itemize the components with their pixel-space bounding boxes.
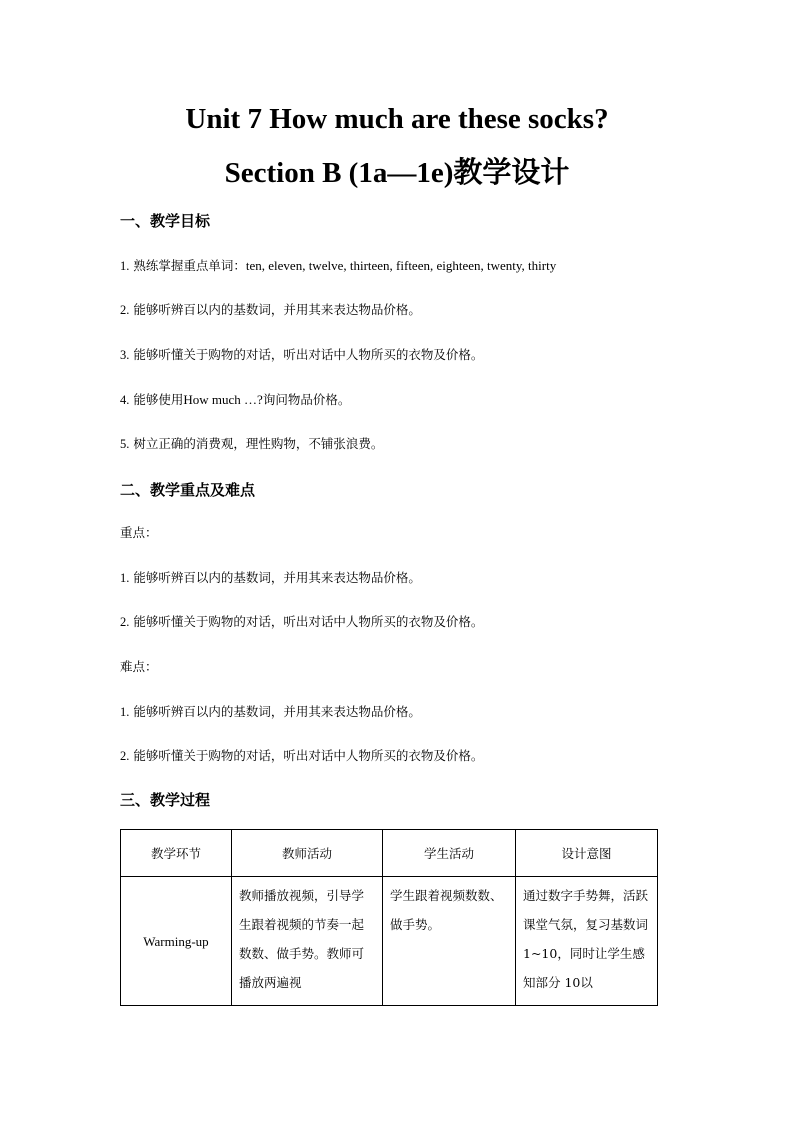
objective-item	[120, 301, 421, 319]
item-text: 树立正确的消费观，理性购物，不铺张浪费。	[133, 436, 384, 451]
item-text: 能够听懂关于购物的对话，听出对话中人物所买的衣物及价格。	[133, 748, 484, 763]
item-number: 1.	[120, 259, 130, 273]
item-text: 询问物品价格。	[262, 392, 351, 407]
column-header-student: 学生活动	[383, 830, 516, 877]
item-text: 能够听懂关于购物的对话，听出对话中人物所买的衣物及价格。	[133, 614, 484, 629]
key-points-label: 重点：	[120, 525, 158, 540]
objective-item	[120, 435, 383, 453]
cell-design-intent: 通过数字手势舞，活跃课堂气氛，复习基数词 1~10，同时让学生感知部分 10以	[516, 877, 658, 1006]
item-text: 能够听辨百以内的基数词，并用其来表达物品价格。	[133, 704, 421, 719]
item-number: 1.	[120, 705, 130, 719]
item-number: 2.	[120, 749, 130, 763]
document-subtitle: Section B (1a—1e)教学设计	[224, 157, 570, 189]
column-header-stage: 教学环节	[121, 830, 232, 877]
objective-item	[120, 391, 350, 409]
item-text: 能够听辨百以内的基数词，并用其来表达物品价格。	[133, 570, 421, 585]
key-point-item	[120, 613, 483, 631]
objective-item	[120, 346, 483, 364]
item-english-phrase: How much …?	[183, 392, 263, 407]
column-header-intent: 设计意图	[516, 830, 658, 877]
table-row	[121, 877, 658, 1006]
item-text: 能够听辨百以内的基数词，并用其来表达物品价格。	[133, 302, 421, 317]
item-number: 2.	[120, 615, 130, 629]
teaching-process-table	[120, 829, 658, 1006]
document-title: Unit 7 How much are these socks?	[185, 103, 609, 135]
item-number: 2.	[120, 303, 130, 317]
section-heading-key-points: 二、教学重点及难点	[120, 481, 256, 499]
item-number: 4.	[120, 393, 130, 407]
item-text: 熟练掌握重点单词：	[133, 258, 246, 273]
item-text: 能够听懂关于购物的对话，听出对话中人物所买的衣物及价格。	[133, 347, 484, 362]
item-text-pre: 能够使用	[133, 392, 184, 407]
item-number: 3.	[120, 348, 130, 362]
section-heading-objectives: 一、教学目标	[120, 212, 211, 230]
key-point-item	[120, 569, 421, 587]
item-number: 1.	[120, 571, 130, 585]
item-number: 5.	[120, 437, 130, 451]
item-english-words: ten, eleven, twelve, thirteen, fifteen, eighteen, twenty, thirty	[245, 258, 557, 273]
difficult-point-item	[120, 703, 421, 721]
cell-stage: Warming-up	[121, 877, 232, 1006]
column-header-teacher: 教师活动	[232, 830, 383, 877]
difficult-points-label: 难点：	[120, 659, 158, 674]
cell-student-activity: 学生跟着视频数数、做手势。	[383, 877, 516, 1006]
cell-teacher-activity: 教师播放视频，引导学生跟着视频的节奏一起数数、做手势。教师可播放两遍视	[232, 877, 383, 1006]
section-heading-process: 三、教学过程	[120, 791, 211, 809]
objective-item	[120, 257, 556, 275]
difficult-point-item	[120, 747, 483, 765]
table-header-row	[121, 830, 658, 877]
